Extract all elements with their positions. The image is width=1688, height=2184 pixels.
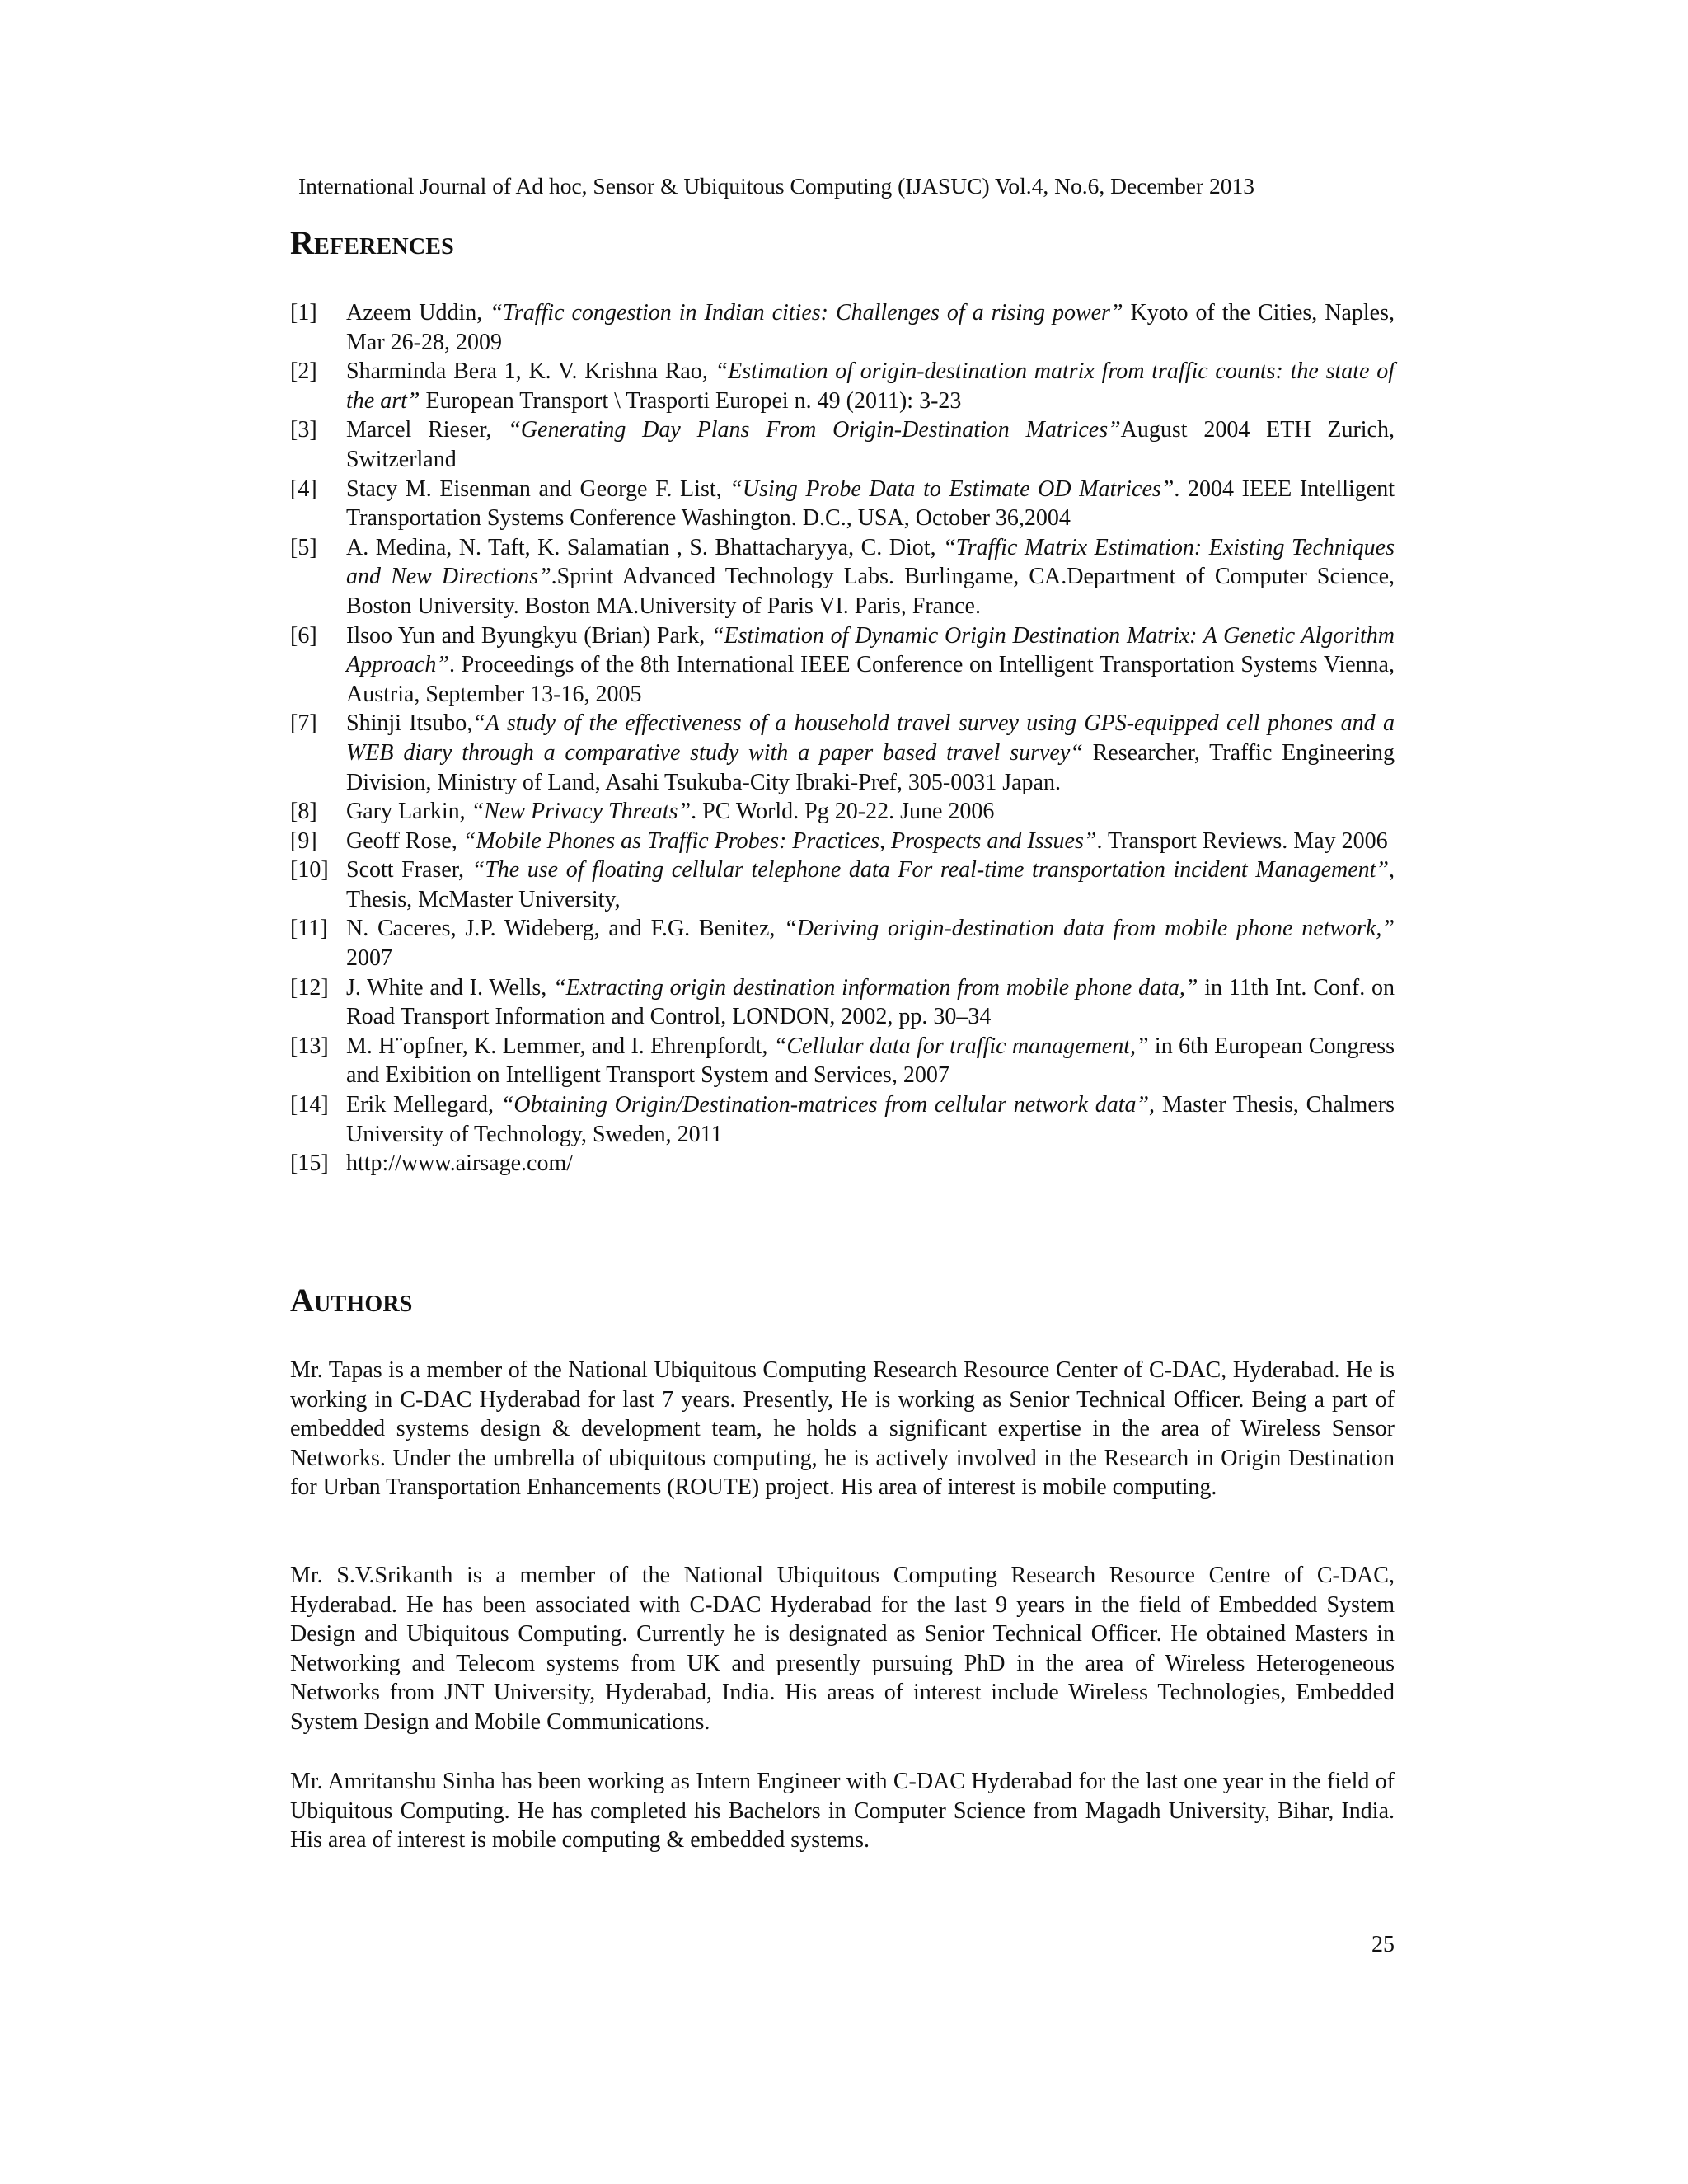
reference-source: in 11th Int. Conf. on Road Transport Information and Control, LONDON, 2002, pp. 30–34 xyxy=(346,974,1395,1030)
reference-text xyxy=(346,475,1395,533)
reference-title: “A study of the effectiveness of a household travel survey using GPS-equipped cell phones and a WEB diary through a comparative study with a paper based travel survey“ xyxy=(346,710,1395,766)
reference-title: “New Privacy Threats” xyxy=(471,799,692,825)
reference-item xyxy=(290,827,1395,856)
reference-text xyxy=(346,827,1395,856)
reference-authors: A. Medina, N. Taft, K. Salamatian , S. Bhattacharyya, C. Diot, xyxy=(346,534,944,560)
reference-title: “Obtaining Origin/Destination-matrices from cellular network data”, xyxy=(500,1092,1156,1118)
reference-text xyxy=(346,914,1395,972)
authors-heading: Authors xyxy=(290,1282,413,1319)
reference-source: 2007 xyxy=(346,945,392,972)
reference-source: , Thesis, McMaster University, xyxy=(346,857,1395,912)
reference-title: “Generating Day Plans From Origin-Destination Matrices” xyxy=(508,417,1121,443)
reference-item xyxy=(290,1149,1395,1179)
author-bio-srikanth: Mr. S.V.Srikanth is a member of the National Ubiquitous Computing Research Resource Centre of C-DAC, Hyderabad. He has been associated with C-DAC Hyderabad for the last 9 years in the field of Embedded System Design and Ubiquitous Computing. Currently he is designated as Senior Technical Officer. He obtained Masters in Networking and Telecom systems from UK and presently pursuing PhD in the area of Wireless Heterogeneous Networks from JNT University, Hyderabad, India. His areas of interest include Wireless Technologies, Embedded System Design and Mobile Communications. xyxy=(290,1563,1395,1735)
reference-item xyxy=(290,415,1395,474)
reference-number: [5] xyxy=(290,534,317,560)
reference-text xyxy=(346,621,1395,710)
reference-number: [8] xyxy=(290,799,317,825)
reference-number: [4] xyxy=(290,476,317,502)
reference-number: [2] xyxy=(290,359,317,385)
reference-authors: J. White and I. Wells, xyxy=(346,974,554,1001)
reference-title: “Traffic congestion in Indian cities: Challenges of a rising power” xyxy=(490,300,1123,326)
reference-number: [1] xyxy=(290,300,317,326)
reference-text xyxy=(346,415,1395,474)
reference-authors: Stacy M. Eisenman and George F. List, xyxy=(346,476,730,502)
reference-item xyxy=(290,1090,1395,1149)
reference-item xyxy=(290,914,1395,972)
reference-number: [15] xyxy=(290,1151,329,1177)
reference-text xyxy=(346,1149,1395,1179)
reference-item xyxy=(290,357,1395,415)
reference-text xyxy=(346,1090,1395,1149)
reference-source: August 2004 ETH Zurich, Switzerland xyxy=(346,417,1395,472)
reference-number: [10] xyxy=(290,857,329,883)
reference-item xyxy=(290,298,1395,357)
reference-authors: Marcel Rieser, xyxy=(346,417,509,443)
reference-source: . PC World. Pg 20-22. June 2006 xyxy=(691,799,995,825)
reference-number: [14] xyxy=(290,1092,329,1118)
reference-authors: Sharminda Bera 1, K. V. Krishna Rao, xyxy=(346,359,715,385)
page-number: 25 xyxy=(1372,1932,1395,1957)
reference-source: in 6th European Congress and Exibition on Intelligent Transport System and Services, 2007 xyxy=(346,1033,1395,1089)
reference-authors: Ilsoo Yun and Byungkyu (Brian) Park, xyxy=(346,622,711,649)
reference-authors: Scott Fraser, xyxy=(346,857,472,883)
reference-text xyxy=(346,1032,1395,1090)
reference-title: “Mobile Phones as Traffic Probes: Practices, Prospects and Issues” xyxy=(462,827,1097,854)
reference-authors: Shinji Itsubo, xyxy=(346,710,473,737)
reference-item xyxy=(290,533,1395,621)
reference-item xyxy=(290,973,1395,1032)
reference-title: “Extracting origin destination information from mobile phone data,” xyxy=(553,974,1198,1001)
reference-title: “Deriving origin-destination data from mobile phone network,” xyxy=(784,916,1395,942)
reference-text xyxy=(346,298,1395,357)
running-header: International Journal of Ad hoc, Sensor & Ubiquitous Computing (IJASUC) Vol.4, No.6, December 2013 xyxy=(298,173,1254,199)
reference-item xyxy=(290,709,1395,797)
reference-source: Master Thesis, Chalmers University of Technology, Sweden, 2011 xyxy=(346,1092,1395,1147)
reference-item xyxy=(290,855,1395,914)
author-bio-tapas: Mr. Tapas is a member of the National Ubiquitous Computing Research Resource Center of C-DAC, Hyderabad. He is working in C-DAC Hyderabad for last 7 years. Presently, He is working as Senior Technical Officer. Being a part of embedded systems design & development team, he holds a significant expertise in the area of Wireless Sensor Networks. Under the umbrella of ubiquitous computing, he is actively involved in the Research in Origin Destination for Urban Transportation Enhancements (ROUTE) project. His area of interest is mobile computing. xyxy=(290,1357,1395,1501)
reference-number: [9] xyxy=(290,827,317,854)
reference-source: . 2004 IEEE Intelligent Transportation Systems Conference Washington. D.C., USA, October 36,2004 xyxy=(346,476,1395,532)
reference-title: “Estimation of Dynamic Origin Destination Matrix: A Genetic Algorithm Approach” xyxy=(346,622,1395,678)
reference-url[interactable]: http://www.airsage.com/ xyxy=(346,1151,574,1177)
reference-title: “Estimation of origin-destination matrix from traffic counts: the state of the art” xyxy=(346,359,1395,414)
reference-number: [7] xyxy=(290,710,317,737)
reference-authors: Gary Larkin, xyxy=(346,799,471,825)
reference-title: “Cellular data for traffic management,” xyxy=(773,1033,1149,1059)
reference-source: . Proceedings of the 8th International IEEE Conference on Intelligent Transportation Systems Vienna, Austria, September 13-16, 2005 xyxy=(346,652,1395,707)
reference-authors: Erik Mellegard, xyxy=(346,1092,501,1118)
reference-title: “Using Probe Data to Estimate OD Matrices” xyxy=(729,476,1175,502)
reference-title: “Traffic Matrix Estimation: Existing Techniques and New Directions” xyxy=(346,534,1395,590)
reference-text xyxy=(346,709,1395,797)
reference-list xyxy=(290,298,1395,1179)
author-bio-sinha: Mr. Amritanshu Sinha has been working as Intern Engineer with C-DAC Hyderabad for the last one year in the field of Ubiquitous Computing. He has completed his Bachelors in Computer Science from Magadh University, Bihar, India. His area of interest is mobile computing & embedded systems. xyxy=(290,1769,1395,1854)
reference-number: [12] xyxy=(290,974,329,1001)
reference-authors: N. Caceres, J.P. Wideberg, and F.G. Benitez, xyxy=(346,916,785,942)
reference-number: [3] xyxy=(290,417,317,443)
reference-source: European Transport \ Trasporti Europei n. 49 (2011): 3-23 xyxy=(420,387,962,414)
reference-source: .Sprint Advanced Technology Labs. Burlingame, CA.Department of Computer Science, Boston University. Boston MA.University of Paris VI. Paris, France. xyxy=(346,564,1395,619)
reference-text xyxy=(346,357,1395,415)
reference-source: Kyoto of the Cities, Naples, Mar 26-28, 2009 xyxy=(346,300,1395,355)
reference-authors: Azeem Uddin, xyxy=(346,300,490,326)
reference-authors: Geoff Rose, xyxy=(346,827,463,854)
reference-text xyxy=(346,533,1395,621)
reference-authors: M. H¨opfner, K. Lemmer, and I. Ehrenpfordt, xyxy=(346,1033,774,1059)
references-heading: References xyxy=(290,224,454,261)
reference-number: [13] xyxy=(290,1033,329,1059)
reference-item xyxy=(290,797,1395,827)
reference-number: [6] xyxy=(290,622,317,649)
reference-source: . Transport Reviews. May 2006 xyxy=(1096,827,1388,854)
reference-item xyxy=(290,621,1395,710)
reference-number: [11] xyxy=(290,916,328,942)
reference-title: “The use of floating cellular telephone data For real-time transportation incident Management” xyxy=(471,857,1389,883)
reference-item xyxy=(290,475,1395,533)
reference-source: Researcher, Traffic Engineering Division, Ministry of Land, Asahi Tsukuba-City Ibraki-Pref, 305-0031 Japan. xyxy=(346,739,1395,795)
reference-text xyxy=(346,855,1395,914)
reference-text xyxy=(346,797,1395,827)
reference-text xyxy=(346,973,1395,1032)
reference-item xyxy=(290,1032,1395,1090)
